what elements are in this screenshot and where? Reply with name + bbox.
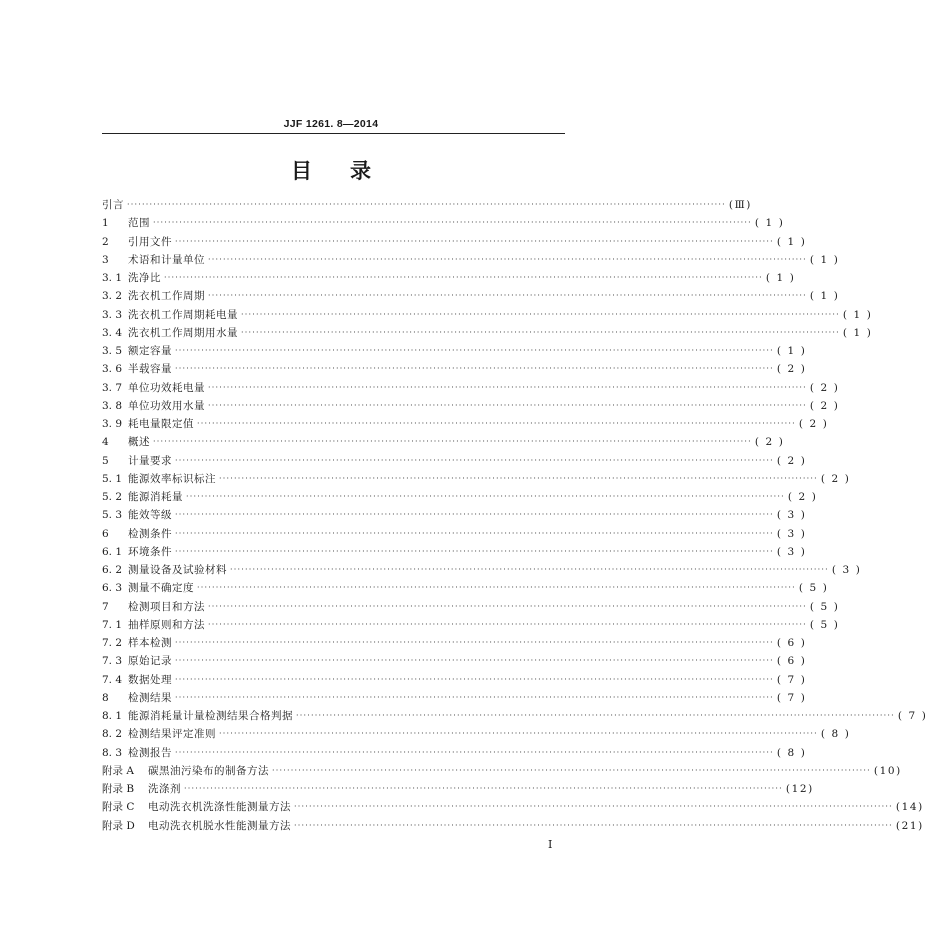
toc-entry-label: 检测项目和方法 [128,600,205,613]
toc-dot-leader: ································································································································································ [219,473,818,483]
toc-entry-label: 原始记录 [128,655,172,668]
toc-entry-number: 3. 2 [102,290,123,303]
toc-entry-page: ( 2 ) [798,418,829,431]
toc-dot-leader: ································································································································································ [197,583,796,593]
toc-entry-label: 检测结果 [128,691,172,704]
toc-entry-number: 8. 3 [102,746,123,759]
toc-entry [102,744,807,762]
toc-entry-page: ( 8 ) [776,746,807,759]
toc-entry-page: ( 1 ) [776,235,807,248]
toc-dot-leader: ································································································································································ [272,765,871,775]
toc-entry-number: 7. 2 [102,637,123,650]
toc-dot-leader: ································································································································································ [175,546,774,556]
toc-entry-page: (Ⅲ) [728,199,752,212]
toc-entry-page: ( 2 ) [809,399,840,412]
toc-dot-leader: ································································································································································ [294,820,893,830]
toc-entry-page: ( 3 ) [831,564,862,577]
toc-entry-label: 检测条件 [128,527,172,540]
toc-entry-number: 7. 1 [102,618,123,631]
toc-entry [102,506,807,524]
toc-entry [102,415,829,433]
toc-dot-leader: ································································································································································ [296,711,895,721]
toc-entry [102,379,840,397]
toc-dot-leader: ································································································································································ [208,291,807,301]
toc-entry-page: ( 1 ) [809,253,840,266]
toc-dot-leader: ································································································································································ [219,729,818,739]
toc-entry-number: 1 [102,217,109,230]
toc-entry-label: 数据处理 [128,673,172,686]
toc-entry-page: ( 7 ) [897,710,927,723]
toc-dot-leader: ································································································································································ [208,400,807,410]
toc-entry-number: 7. 4 [102,673,123,686]
toc-entry-page: ( 1 ) [765,272,796,285]
toc-entry [102,543,807,561]
toc-dot-leader: ································································································································································ [208,619,807,629]
toc-entry [102,689,807,707]
toc-dot-leader: ································································································································································ [175,455,774,465]
toc-entry-label: 测量不确定度 [128,582,194,595]
toc-entry-label: 能源效率标识标注 [128,472,216,485]
toc-entry-label: 洗衣机工作周期用水量 [128,326,238,339]
toc-entry [102,269,796,287]
toc-entry-label: 术语和计量单位 [128,253,205,266]
toc-entry-number: 3. 4 [102,326,123,339]
toc-entry-label: 范围 [128,217,150,230]
toc-entry-number: 5. 1 [102,472,123,485]
toc-entry-number: 6. 1 [102,545,123,558]
toc-entry [102,324,873,342]
toc-dot-leader: ································································································································································ [208,254,807,264]
toc-entry-label: 引用文件 [128,235,172,248]
toc-entry-page: (10) [873,764,902,777]
toc-entry-page: ( 6 ) [776,655,807,668]
toc-entry-page: ( 1 ) [809,290,840,303]
toc-entry-page: (14) [895,801,924,814]
toc-entry-page: ( 1 ) [842,308,873,321]
toc-entry [102,598,840,616]
toc-dot-leader: ································································································································································ [186,492,785,502]
toc-entry [102,397,840,415]
toc-entry-label: 测量设备及试验材料 [128,564,227,577]
toc-entry [102,671,807,689]
toc-entry [102,360,807,378]
toc-entry-page: ( 5 ) [809,618,840,631]
toc-entry-number: 3. 5 [102,345,123,358]
toc-entry-page: (12) [785,783,814,796]
toc-dot-leader: ································································································································································ [175,236,774,246]
toc-entry-page: ( 5 ) [809,600,840,613]
toc-title [0,155,662,185]
toc-entry-label: 能源消耗量 [128,491,183,504]
toc-entry [102,306,873,324]
toc-entry [102,579,829,597]
toc-entry [102,725,851,743]
toc-dot-leader: ································································································································································ [208,382,807,392]
toc-dot-leader: ································································································································································ [175,528,774,538]
toc-title-char-2: 录 [350,159,371,183]
toc-entry-label: 电动洗衣机脱水性能测量方法 [148,819,291,832]
toc-entry-label: 概述 [128,436,150,449]
toc-dot-leader: ································································································································································ [175,638,774,648]
toc-entry-label: 单位功效用水量 [128,399,205,412]
toc-entry-label: 计量要求 [128,454,172,467]
toc-entry-label: 单位功效耗电量 [128,381,205,394]
toc-entry [102,634,807,652]
toc-entry [102,561,862,579]
toc-dot-leader: ································································································································································ [164,273,763,283]
toc-entry-page: ( 7 ) [776,691,807,704]
toc-entry-number: 4 [102,436,109,449]
toc-entry [102,762,902,780]
toc-entry-number: 3. 7 [102,381,123,394]
toc-entry-label: 环境条件 [128,545,172,558]
toc-entry-page: ( 3 ) [776,545,807,558]
toc-dot-leader: ································································································································································ [241,309,840,319]
toc-entry-number: 7. 3 [102,655,123,668]
toc-entry-number: 6. 2 [102,564,123,577]
toc-entry-number: 6 [102,527,109,540]
toc-entry-label: 耗电量限定值 [128,418,194,431]
toc-entry-page: ( 2 ) [776,454,807,467]
toc-entry-label: 抽样原则和方法 [128,618,205,631]
toc-entry-label: 引言 [102,199,124,212]
toc-entry-label: 额定容量 [128,345,172,358]
toc-entry-label: 洗净比 [128,272,161,285]
toc-entry-label: 样本检测 [128,637,172,650]
toc-entry [102,652,807,670]
toc-dot-leader: ································································································································································ [153,437,752,447]
toc-entry [102,707,927,725]
toc-entry-page: ( 2 ) [787,491,818,504]
toc-entry-number: 8 [102,691,109,704]
toc-entry [102,452,807,470]
toc-entry-page: ( 6 ) [776,637,807,650]
toc-dot-leader: ································································································································································ [175,346,774,356]
toc-entry-label: 检测报告 [128,746,172,759]
toc-entry [102,780,814,798]
toc-entry-number: 附录 C [102,801,135,814]
toc-dot-leader: ································································································································································ [208,601,807,611]
table-of-contents [102,196,927,835]
toc-dot-leader: ································································································································································ [184,784,783,794]
toc-entry-number: 3. 8 [102,399,123,412]
toc-entry-label: 电动洗衣机洗涤性能测量方法 [148,801,291,814]
toc-dot-leader: ································································································································································ [175,364,774,374]
toc-dot-leader: ································································································································································ [230,565,829,575]
toc-entry-page: ( 2 ) [809,381,840,394]
document-code: JJF 1261. 8—2014 [283,118,379,130]
toc-entry-number: 8. 2 [102,728,123,741]
toc-dot-leader: ································································································································································ [294,802,893,812]
toc-entry-page: ( 8 ) [820,728,851,741]
toc-entry-label: 半载容量 [128,363,172,376]
toc-entry-page: ( 1 ) [754,217,785,230]
toc-entry-label: 能效等级 [128,509,172,522]
toc-dot-leader: ································································································································································ [175,692,774,702]
toc-entry-page: ( 3 ) [776,509,807,522]
toc-entry-label: 洗涤剂 [148,783,181,796]
toc-entry-number: 3. 6 [102,363,123,376]
toc-entry-number: 6. 3 [102,582,123,595]
toc-entry-number: 附录 D [102,819,135,832]
toc-dot-leader: ································································································································································ [175,674,774,684]
toc-entry [102,433,785,451]
toc-entry [102,525,807,543]
toc-dot-leader: ································································································································································ [241,327,840,337]
toc-entry-number: 附录 B [102,783,135,796]
toc-entry-number: 8. 1 [102,710,123,723]
header-divider [102,133,565,134]
toc-entry-page: ( 2 ) [776,363,807,376]
toc-entry-label: 碳黑油污染布的制备方法 [148,764,269,777]
toc-entry [102,817,924,835]
toc-dot-leader: ································································································································································ [175,656,774,666]
toc-entry [102,488,818,506]
toc-entry [102,616,840,634]
toc-entry-number: 3 [102,253,109,266]
toc-entry [102,470,851,488]
toc-entry [102,251,840,269]
page-number: I [548,838,553,851]
toc-entry-label: 能源消耗量计量检测结果合格判据 [128,710,293,723]
toc-entry-number: 2 [102,235,109,248]
toc-entry-page: ( 2 ) [754,436,785,449]
toc-entry [102,287,840,305]
toc-dot-leader: ································································································································································ [153,218,752,228]
toc-entry-page: (21) [895,819,924,832]
toc-title-char-1: 目 [291,159,312,183]
toc-entry-number: 5 [102,454,109,467]
toc-entry [102,342,807,360]
toc-dot-leader: ································································································································································ [175,747,774,757]
toc-entry-number: 5. 3 [102,509,123,522]
toc-entry-number: 附录 A [102,764,134,777]
toc-dot-leader: ································································································································································ [127,200,726,210]
toc-entry [102,233,807,251]
toc-entry-page: ( 7 ) [776,673,807,686]
toc-entry-label: 洗衣机工作周期耗电量 [128,308,238,321]
toc-entry-number: 3. 3 [102,308,123,321]
toc-entry-label: 检测结果评定准则 [128,728,216,741]
toc-entry [102,214,785,232]
toc-entry-number: 3. 9 [102,418,123,431]
toc-entry [102,196,752,214]
toc-dot-leader: ································································································································································ [197,419,796,429]
toc-entry-label: 洗衣机工作周期 [128,290,205,303]
toc-entry-page: ( 1 ) [776,345,807,358]
toc-entry-number: 3. 1 [102,272,123,285]
toc-entry-number: 7 [102,600,109,613]
toc-entry-number: 5. 2 [102,491,123,504]
toc-entry-page: ( 1 ) [842,326,873,339]
toc-entry-page: ( 5 ) [798,582,829,595]
toc-entry-page: ( 2 ) [820,472,851,485]
toc-entry-page: ( 3 ) [776,527,807,540]
toc-dot-leader: ································································································································································ [175,510,774,520]
toc-entry [102,798,924,816]
